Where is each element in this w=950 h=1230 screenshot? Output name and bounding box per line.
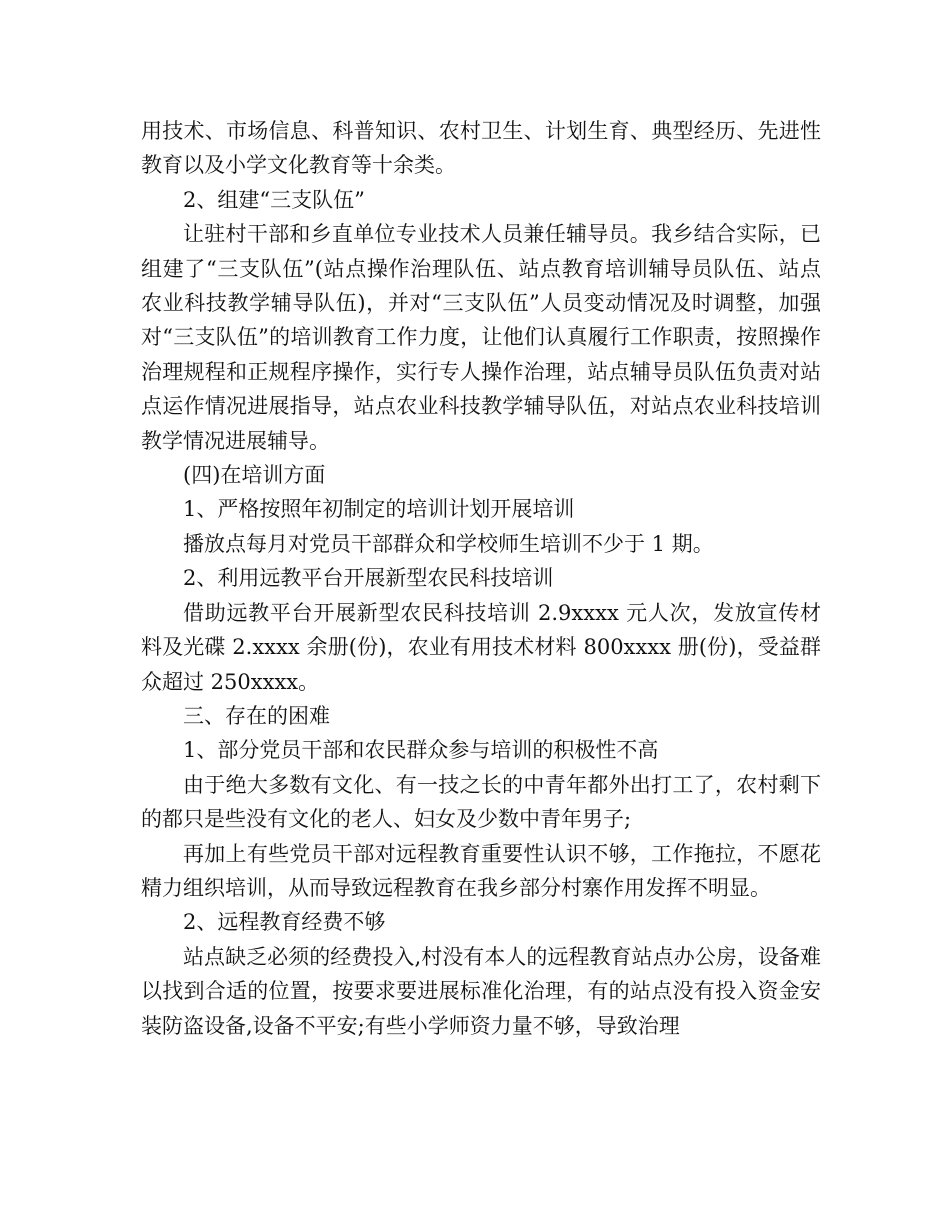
paragraph-training-plan: 播放点每月对党员干部群众和学校师生培训不少于 1 期。 — [183, 531, 714, 556]
section-heading-difficulties: 三、存在的困难 — [183, 703, 330, 728]
subheading-remote-platform: 2、利用远教平台开展新型农民科技培训 — [183, 566, 554, 591]
paragraph-low-participation-2: 再加上有些党员干部对远程教育重要性认识不够，工作拖拉，不愿花精力组织培训，从而导致远程教育在我乡部分村寨作用发挥不明显。 — [141, 841, 821, 900]
subheading-insufficient-funds: 2、远程教育经费不够 — [183, 910, 386, 935]
subheading-low-participation: 1、部分党员干部和农民群众参与培训的积极性不高 — [183, 738, 659, 763]
section-heading-training: (四)在培训方面 — [183, 463, 326, 488]
subheading-training-plan: 1、严格按照年初制定的培训计划开展培训 — [183, 497, 575, 522]
paragraph-remote-platform: 借助远教平台开展新型农民科技培训 2.9xxxx 元人次，发放宣传材料及光碟 2.xxxx 余册(份)，农业有用技术材料 800xxxx 册(份)，受益群众超过 250xxxx。 — [141, 600, 821, 694]
paragraph-continued: 用技术、市场信息、科普知识、农村卫生、计划生育、典型经历、先进性教育以及小学文化教育等十余类。 — [141, 119, 821, 178]
document-body — [141, 114, 821, 1043]
paragraph-three-teams: 让驻村干部和乡直单位专业技术人员兼任辅导员。我乡结合实际，已组建了“三支队伍”(站点操作治理队伍、站点教育培训辅导员队伍、站点农业科技教学辅导队伍)，并对“三支队伍”人员变动情况及时调整，加强对“三支队伍”的培训教育工作力度，让他们认真履行工作职责，按照操作治理规程和正规程序操作，实行专人操作治理，站点辅导员队伍负责对站点运作情况进展指导，站点农业科技教学辅导队伍，对站点农业科技培训教学情况进展辅导。 — [141, 222, 821, 453]
paragraph-low-participation-1: 由于绝大多数有文化、有一技之长的中青年都外出打工了，农村剩下的都只是些没有文化的老人、妇女及少数中青年男子; — [141, 772, 821, 832]
subheading-three-teams: 2、组建“三支队伍” — [183, 187, 365, 212]
paragraph-insufficient-funds: 站点缺乏必须的经费投入,村没有本人的远程教育站点办公房，设备难以找到合适的位置，按要求要进展标准化治理，有的站点没有投入资金安装防盗设备,设备不平安;有些小学师资力量不够，导致治理 — [141, 944, 821, 1038]
